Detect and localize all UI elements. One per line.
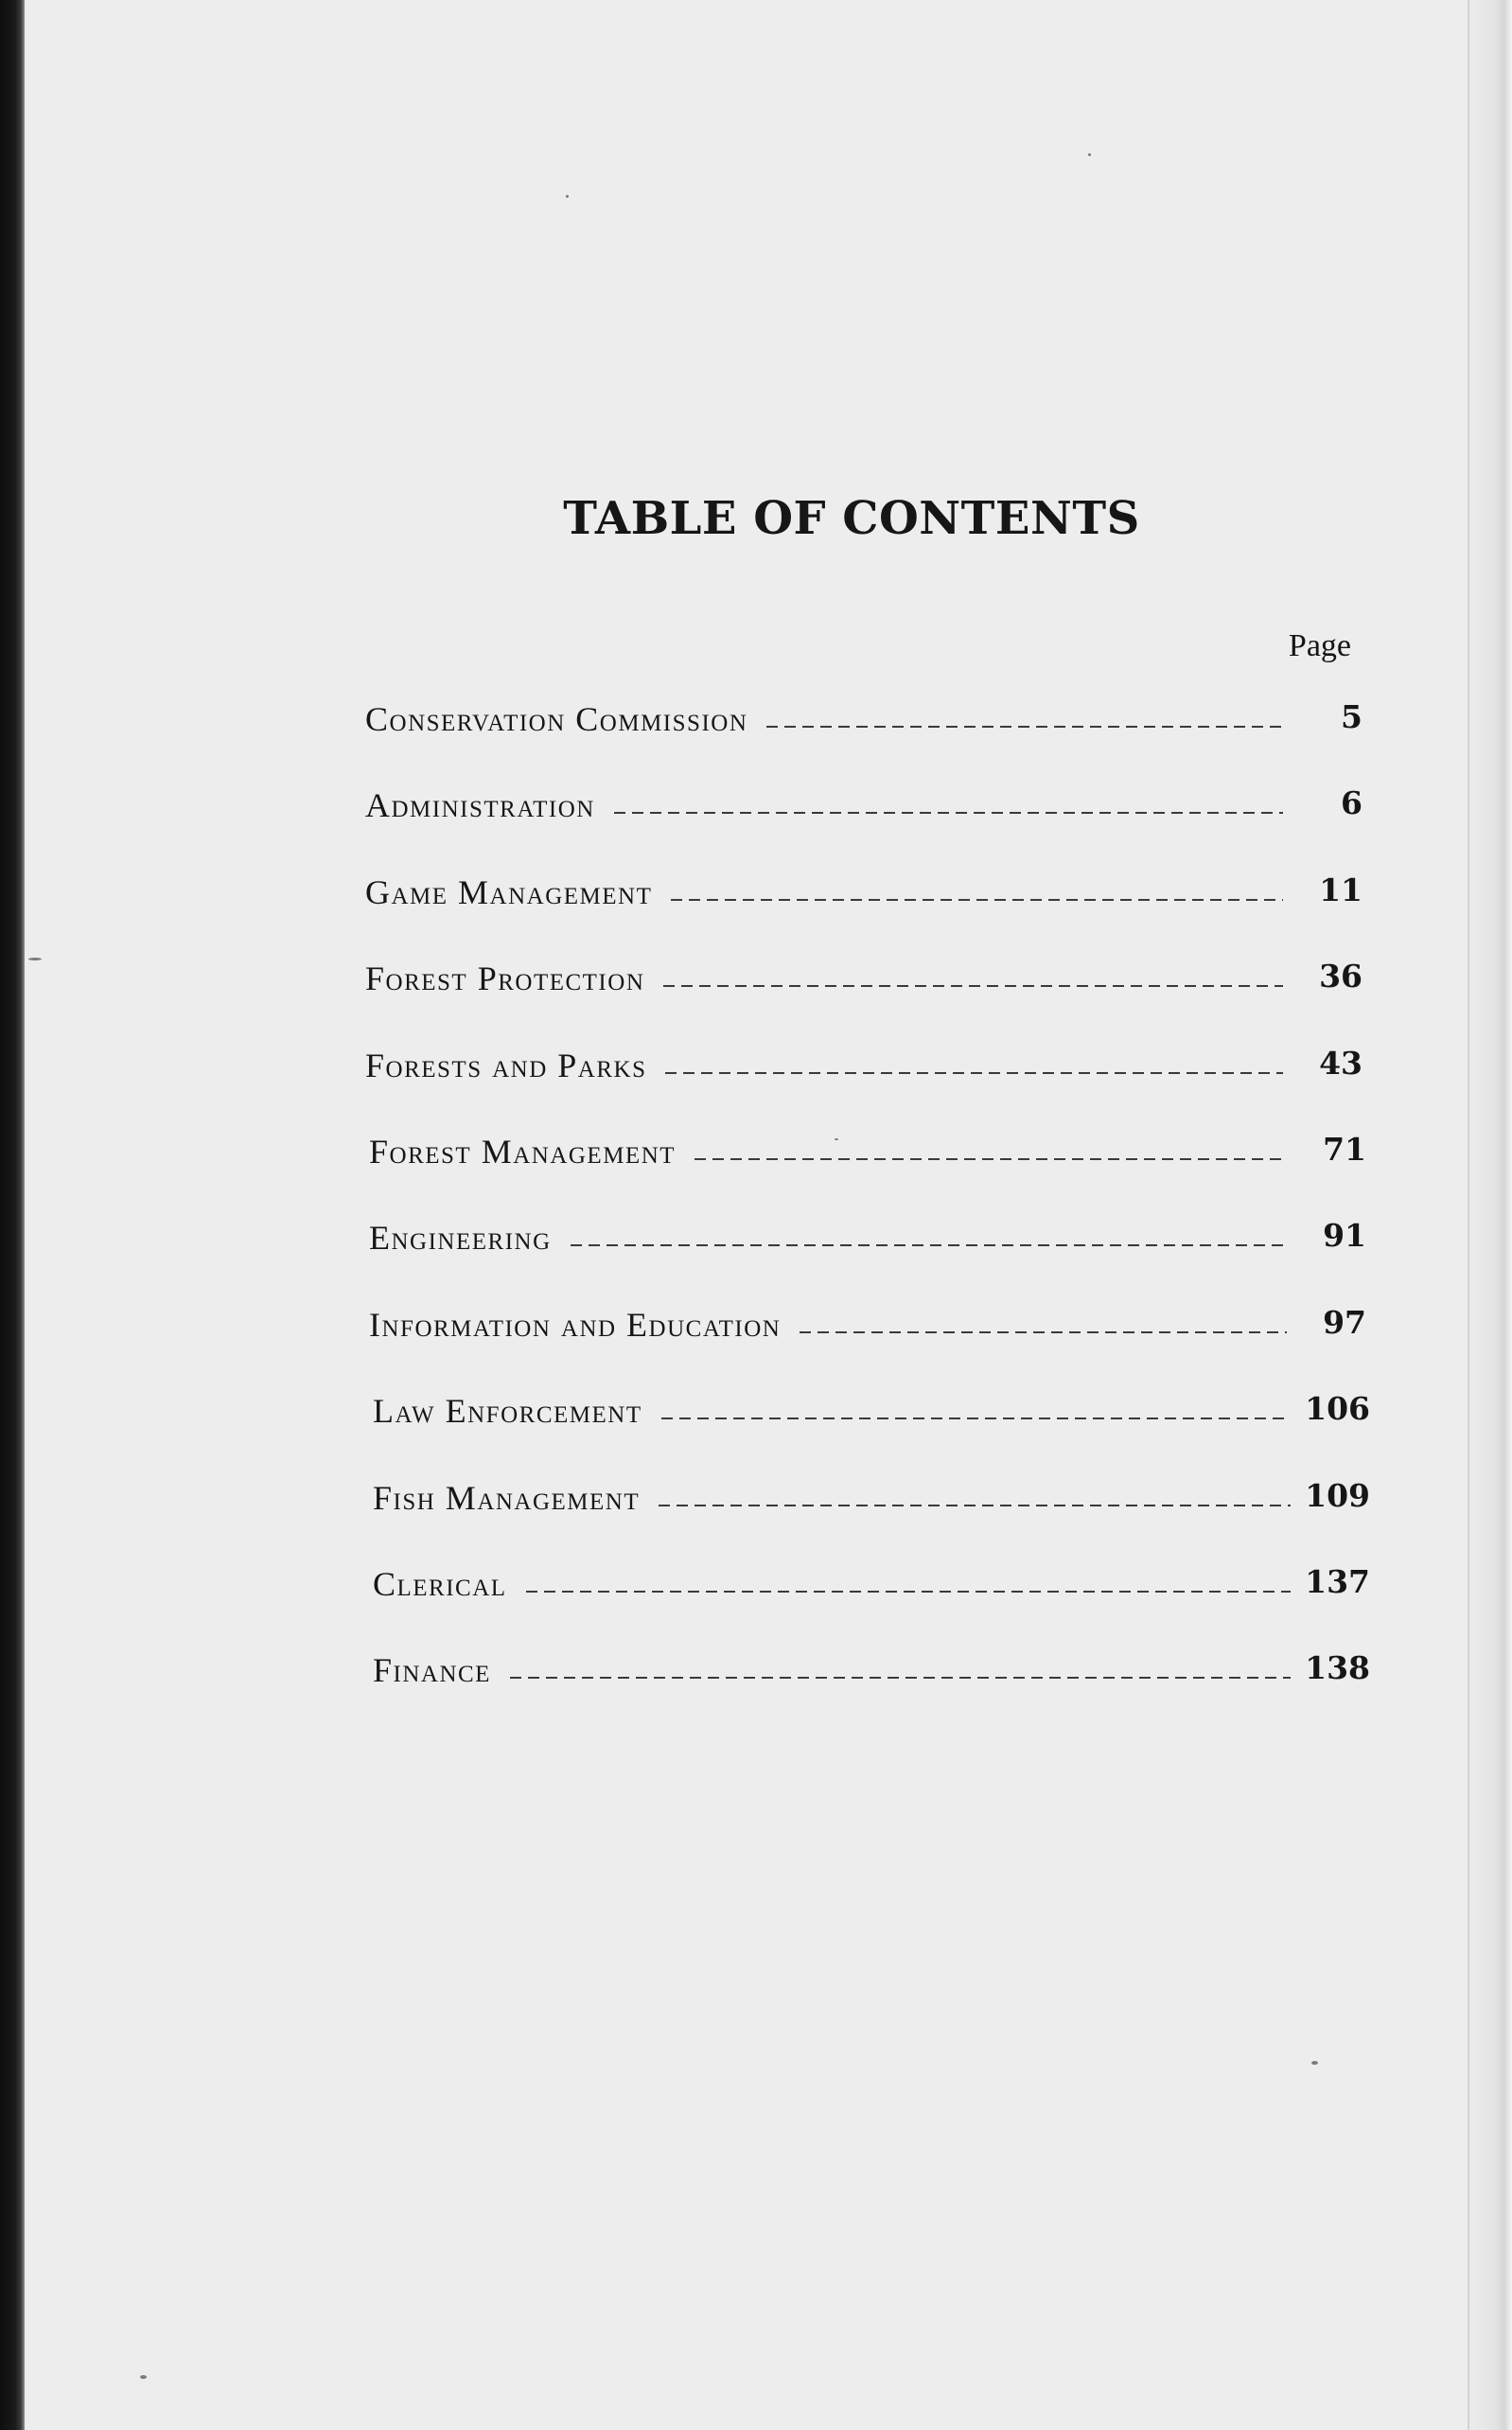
toc-entry (369, 1131, 1366, 1217)
toc-entry (365, 1045, 1363, 1131)
toc-entry-label: Law Enforcement (373, 1392, 642, 1431)
toc-entry (365, 698, 1363, 784)
toc-entry (365, 958, 1363, 1044)
toc-leader (694, 1131, 1294, 1172)
scan-speck (1311, 2061, 1318, 2065)
toc-leader (663, 958, 1291, 999)
toc-entry-label: Forest Management (369, 1132, 677, 1171)
toc-entry (373, 1390, 1370, 1476)
toc-leader (526, 1563, 1298, 1605)
toc-entry (369, 1217, 1366, 1303)
toc-leader (661, 1390, 1298, 1432)
toc-entry-page-number: 138 (1305, 1649, 1370, 1687)
toc-entry-page-number: 71 (1323, 1130, 1366, 1168)
page-edge-line (1468, 0, 1469, 2430)
toc-entry-label: Engineering (369, 1219, 552, 1258)
toc-entry-page-number: 137 (1305, 1562, 1370, 1600)
scan-speck (1088, 153, 1091, 156)
toc-entry-page-number: 43 (1319, 1044, 1363, 1082)
toc-entry (373, 1649, 1370, 1735)
scan-speck (140, 2375, 147, 2379)
binding-edge (0, 0, 25, 2430)
toc-entry-page-number: 97 (1323, 1303, 1366, 1341)
toc-entry-page-number: 5 (1341, 698, 1363, 735)
toc-leader (766, 698, 1291, 740)
toc-entry-label: Conservation Commission (365, 700, 748, 738)
toc-entry (365, 872, 1363, 958)
toc-leader (659, 1477, 1298, 1519)
toc-entry-page-number: 11 (1319, 871, 1363, 908)
scan-speck (28, 958, 42, 960)
toc-entry (369, 1304, 1366, 1390)
scan-speck (566, 195, 569, 198)
toc-leader (510, 1649, 1298, 1691)
page-column-header: Page (1288, 628, 1351, 663)
toc-entry-label: Forests and Parks (365, 1046, 647, 1084)
page-edge-shadow (1467, 0, 1512, 2430)
toc-entry-label: Information and Education (369, 1305, 782, 1344)
toc-entry-label: Game Management (365, 872, 653, 911)
toc-entry-page-number: 106 (1305, 1390, 1370, 1428)
toc-leader (614, 784, 1291, 826)
toc-entry-label: Clerical (373, 1564, 507, 1603)
toc-entry-page-number: 6 (1341, 784, 1363, 822)
table-of-contents (365, 698, 1370, 1736)
toc-entry (373, 1477, 1370, 1563)
toc-entry-label: Fish Management (373, 1478, 641, 1517)
page-title: TABLE OF CONTENTS (563, 492, 1140, 545)
toc-entry-label: Forest Protection (365, 960, 645, 998)
toc-leader (671, 872, 1291, 913)
toc-entry-page-number: 109 (1305, 1476, 1370, 1514)
toc-leader (665, 1045, 1291, 1086)
toc-entry (373, 1563, 1370, 1649)
toc-entry-page-number: 91 (1323, 1217, 1366, 1255)
toc-entry (365, 784, 1363, 871)
toc-entry-page-number: 36 (1319, 958, 1363, 995)
toc-entry-label: Administration (365, 786, 595, 825)
toc-leader (571, 1217, 1294, 1259)
toc-leader (800, 1304, 1294, 1346)
toc-entry-label: Finance (373, 1651, 491, 1690)
